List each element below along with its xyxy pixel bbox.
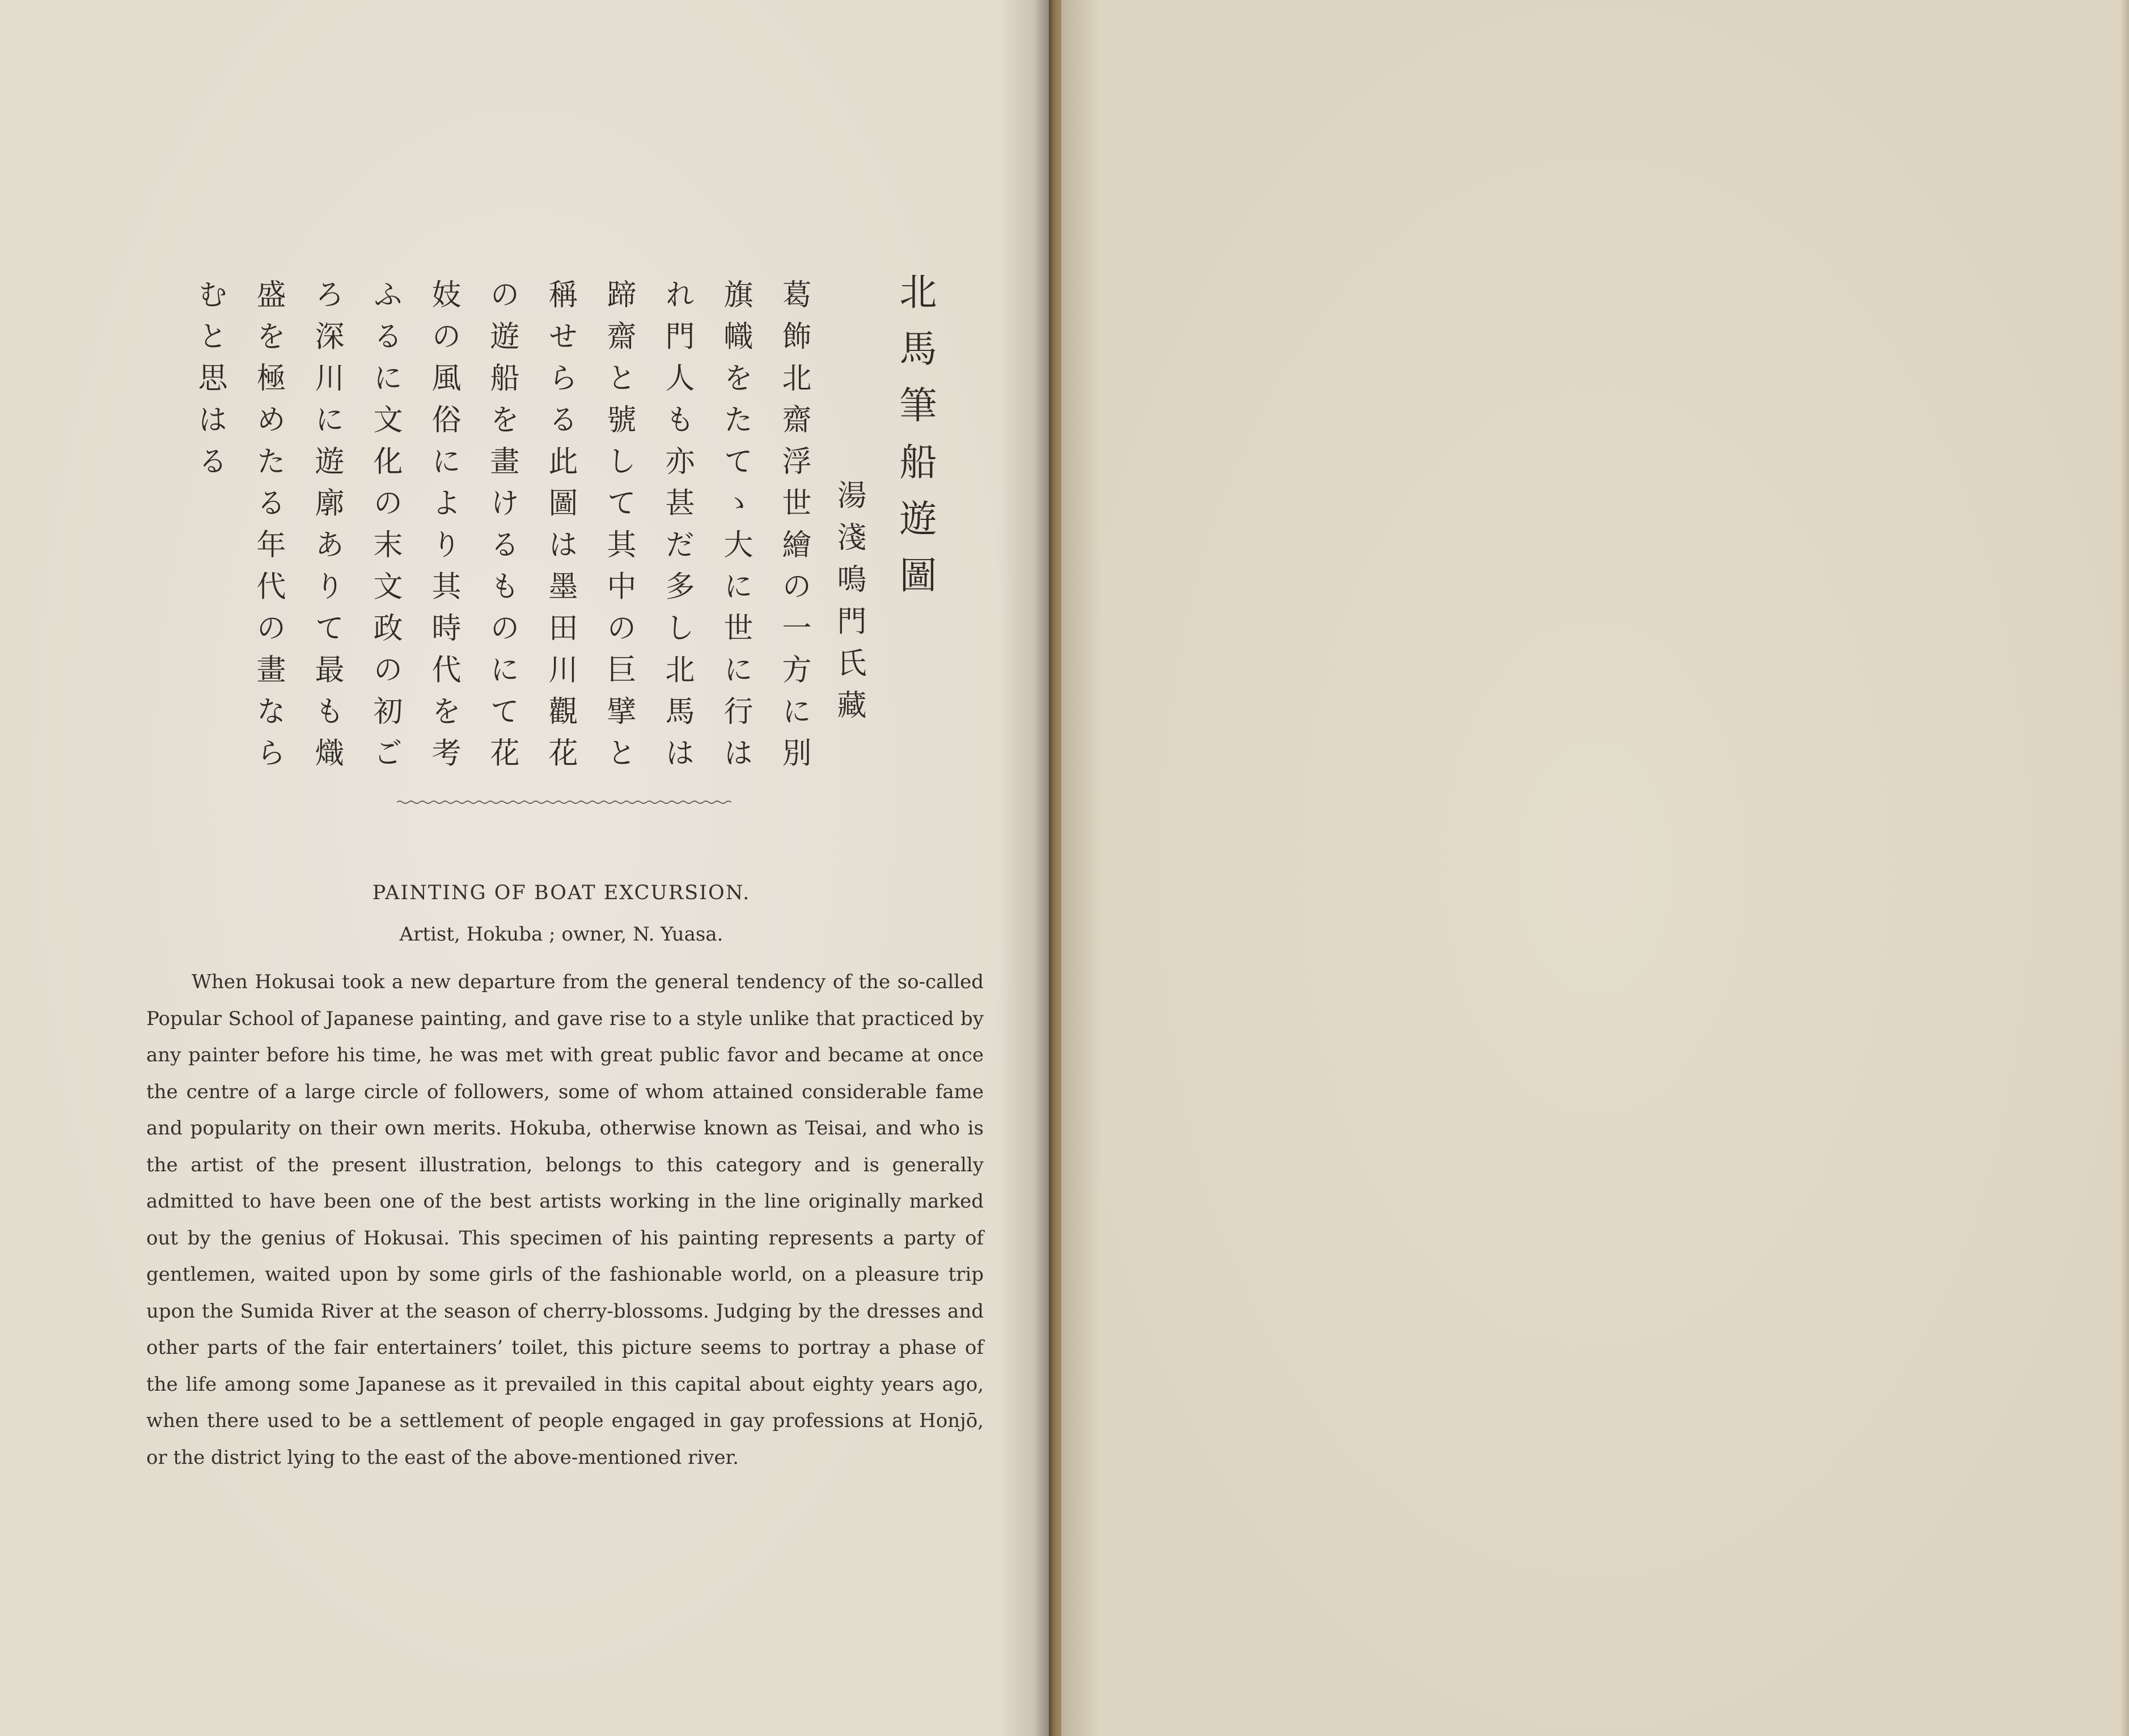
left-page-gutter-shadow — [998, 0, 1049, 1736]
left-page — [0, 0, 1049, 1736]
japanese-column: ふるに文化の末文政の初ご — [368, 279, 402, 779]
japanese-owner-credit: 湯淺鳴門氏藏 — [832, 480, 866, 731]
japanese-column: 蹄齋と號して其中の巨擘と — [602, 279, 636, 779]
right-page-blank — [1061, 0, 2129, 1736]
right-page-gutter-shadow — [1061, 0, 1101, 1736]
english-body-text: When Hokusai took a new departure from the general tendency of the so-called Popular School of Japanese painting, and gave rise to a style unlike that practiced by any painter before his time, he was met with great public favor and became at once the centre of a large circle of followers, some of whom attained considerable fame and popularity on their own merits. Hokuba, otherwise known as Teisai, and who is the artist of the present illustration, belongs to this category and is generally admitted to have been one of the best artists working in the line originally marked out by the genius of Hokusai. This specimen of his painting represents a party of gentlemen, waited upon by some girls of the fashionable world, on a pleasure trip upon the Sumida River at the season of cherry-blossoms. Judging by the dresses and other parts of the fair entertainers’ toilet, this picture seems to portray a phase of the life among some Japanese as it prevailed in this capital about eighty years ago, when there used to be a settlement of people engaged in gay professions at Honjō, or the district lying to the east of the above-mentioned river. — [146, 971, 984, 1469]
japanese-column: 葛飾北齋浮世繪の一方に別 — [777, 279, 811, 779]
japanese-column: れ門人も亦甚だ多し北馬は — [660, 279, 694, 779]
japanese-column: の遊船を畫けるものにて花 — [485, 279, 519, 779]
english-title: PAINTING OF BOAT EXCURSION. — [372, 882, 751, 904]
wavy-divider — [397, 799, 731, 805]
japanese-column: むと思はる — [193, 279, 227, 488]
japanese-column: 妓の風俗により其時代を考 — [426, 279, 460, 779]
japanese-title: 北馬筆船遊圖 — [893, 272, 937, 612]
japanese-body-text — [180, 279, 823, 779]
japanese-column: 稱せらる此圖は墨田川觀花 — [543, 279, 577, 779]
book-gutter — [1049, 0, 1061, 1736]
english-credit: Artist, Hokuba ; owner, N. Yuasa. — [399, 923, 723, 946]
japanese-column: 盛を極めたる年代の畫なら — [251, 279, 285, 779]
right-page-edge — [2120, 0, 2129, 1736]
japanese-column: ろ深川に遊廓ありて最も熾 — [310, 279, 344, 779]
japanese-column: 旗幟をたてゝ大に世に行は — [718, 279, 752, 779]
